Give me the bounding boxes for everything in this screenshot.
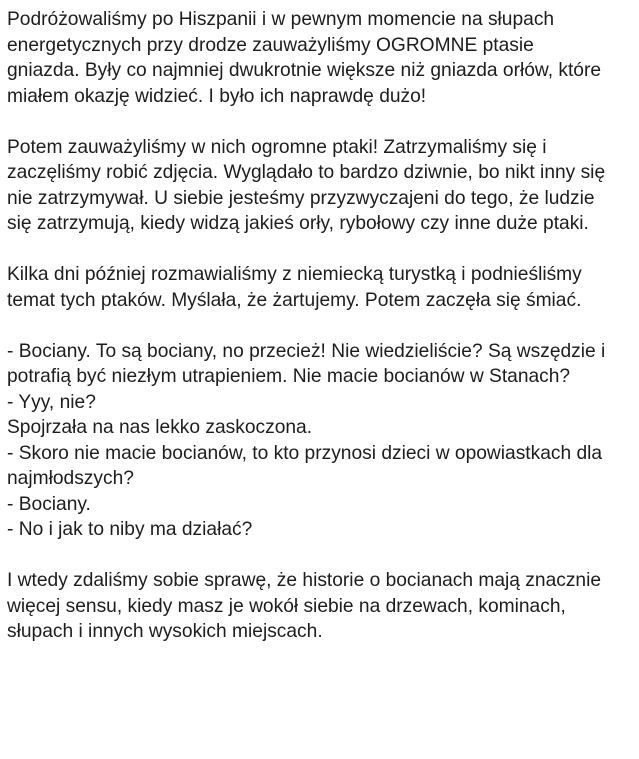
text-line: Podróżowaliśmy po Hiszpanii i w pewnym momencie na słupach bbox=[7, 9, 555, 30]
paragraph-dialogue bbox=[7, 339, 639, 543]
text-line: - Bociany. To są bociany, no przecież! Nie wiedzieliście? Są wszędzie i bbox=[7, 340, 606, 362]
text-line: I wtedy zdaliśmy sobie sprawę, że historie o bocianach mają znacznie bbox=[7, 570, 602, 591]
text-line: temat tych ptaków. Myślała, że żartujemy. Potem zaczęła się śmiać. bbox=[7, 289, 582, 311]
text-line: - Yyy, nie? bbox=[7, 391, 96, 413]
text-line: najmłodszych? bbox=[7, 468, 134, 489]
paragraph-big-birds bbox=[7, 135, 639, 237]
text-line: więcej sensu, kiedy masz je wokół siebie na drzewach, kominach, bbox=[7, 595, 566, 617]
text-line: Kilka dni później rozmawialiśmy z niemiecką turystką i podnieśliśmy bbox=[7, 264, 582, 285]
paragraph-spain-nests bbox=[7, 7, 639, 109]
text-line: energetycznych przy drodze zauważyliśmy OGROMNE ptasie bbox=[7, 34, 534, 56]
paragraph-conclusion bbox=[7, 568, 639, 645]
text-line: miałem okazję widzieć. I było ich naprawdę dużo! bbox=[7, 85, 427, 107]
text-line: się zatrzymują, kiedy widzą jakieś orły, rybołowy czy inne duże ptaki. bbox=[7, 213, 589, 234]
text-line: słupach i innych wysokich miejscach. bbox=[7, 621, 323, 642]
paragraph-german-tourist bbox=[7, 262, 639, 313]
text-line: nie zatrzymywał. U siebie jesteśmy przyzwyczajeni do tego, że ludzie bbox=[7, 187, 595, 209]
text-line: - No i jak to niby ma działać? bbox=[7, 519, 253, 540]
text-line: zaczęliśmy robić zdjęcia. Wyglądało to bardzo dziwnie, bo nikt inny się bbox=[7, 162, 606, 183]
text-line: Potem zauważyliśmy w nich ogromne ptaki! Zatrzymaliśmy się i bbox=[7, 136, 547, 158]
text-line: potrafią być niezłym utrapieniem. Nie macie bocianów w Stanach? bbox=[7, 366, 571, 387]
text-line: gniazda. Były co najmniej dwukrotnie większe niż gniazda orłów, które bbox=[7, 60, 602, 81]
text-line: - Skoro nie macie bocianów, to kto przynosi dzieci w opowiastkach dla bbox=[7, 442, 603, 464]
text-line: Spojrzała na nas lekko zaskoczona. bbox=[7, 417, 313, 438]
text-line: - Bociany. bbox=[7, 493, 91, 515]
